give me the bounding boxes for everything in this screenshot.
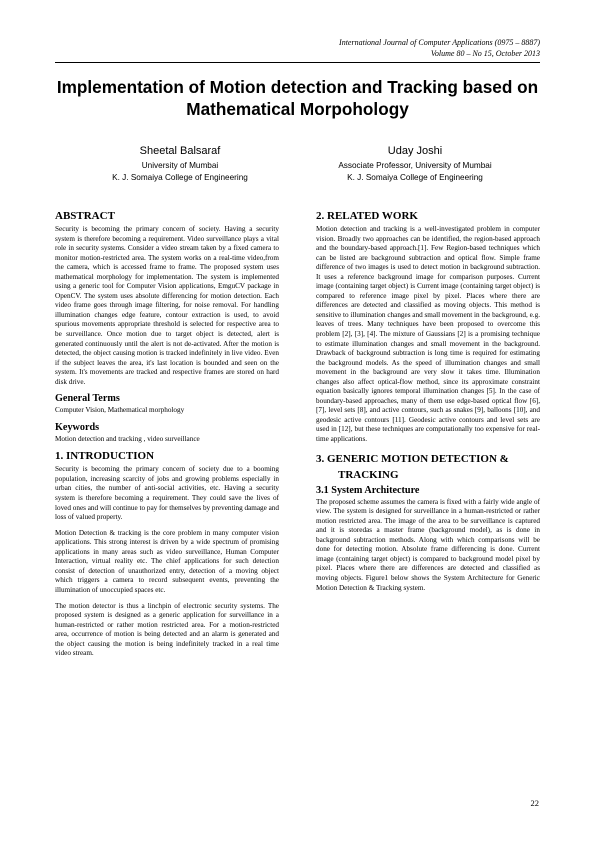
keywords-text: Motion detection and tracking , video surveillance <box>55 434 200 443</box>
page-number: 22 <box>530 798 539 808</box>
paper-title: Implementation of Motion detection and Tracking based on Mathematical Morpohology <box>56 77 539 119</box>
left-column <box>55 210 279 665</box>
journal-name: International Journal of Computer Applications (0975 – 8887) <box>339 38 540 47</box>
right-column <box>316 210 540 599</box>
system-architecture-text: The proposed scheme assumes the camera is fixed with a fairly wide angle of view. The system is designed for surveillance in a human-restricted or rather motion restricted area. The image of the area to be surveillance is captured and it is storedas a master frame (background model), as is done in background subtraction methods. Along with which comparisons will be done for detecting motion. Absolute frame differencing is done. Current image (containing target object) is compared to background model pixel by pixel. Places where there are differences are detected and classified as moving objects. Figure1 below shows the System Architecture for Generic Motion Detection & Tracking system. <box>316 497 540 592</box>
author-name: Uday Joshi <box>387 145 443 157</box>
author-name: Sheetal Balsaraf <box>139 145 221 157</box>
keywords-heading: Keywords <box>55 421 100 433</box>
generic-section-heading: 3. GENERIC MOTION DETECTION & TRACKING <box>316 452 509 481</box>
related-work-heading: 2. RELATED WORK <box>316 210 418 222</box>
header-divider <box>55 62 540 63</box>
abstract-heading: ABSTRACT <box>55 210 115 222</box>
introduction-paragraph-1: Security is becoming the primary concern of society due to a booming population, increasing scarcity of jobs and growing problems especially in urban cities, the number of anti-social activities, etc. Having a security system is therefore becoming a requirement. They could save the lives of loved ones and will continue to pay for themselves by preventing damage and loss of valued property. <box>55 465 279 522</box>
author-college: K. J. Somaiya College of Engineering <box>347 172 483 182</box>
journal-header <box>339 38 540 59</box>
author-block-2 <box>290 144 540 183</box>
introduction-paragraph-3: The motion detector is thus a linchpin of electronic security systems. The proposed system is designed as a generic application for surveillance in a human-restricted or rather motion restricted area. For a motion-restricted area, occurrence of motion is being detected and an alarm is generated and the object causing the motion is being indefinitely tracked in a real time video stream. <box>55 601 279 658</box>
author-college: K. J. Somaiya College of Engineering <box>112 172 248 182</box>
system-architecture-heading: 3.1 System Architecture <box>316 484 420 496</box>
general-terms-heading: General Terms <box>55 393 120 405</box>
abstract-text: Security is becoming the primary concern of society. Having a security system is therefore becoming a requirement. Video surveillance plays a vital role in security systems. Consider a video stream taken by a fixed camera to monitor motion-restricted area. The system works on a real-time video,from the camera, which is accessed frame to frame. The proposed system uses mathematical morphology for implementation. The system is implemented using a generic tool for Computer Vision applications, EmguCV package in OpenCV. The system uses absolute differencing for motion detection. Each video frame goes through image filtering, for noise removal. For handling illumination changes edge feature, contour extraction is used, to avoid spurious movements appropriate threshold is selected for respective area to be surveillance. Once motion due to target object is detected, alert is generated continuously until the alert is not de-activated. After the motion is detected, the object causing motion is tracked indefinitely in live video. Even if the subject leaves the area, it's last location is bounded and seen on the system. It's movements are tracked and respective frames are stored on hard disk drive. <box>55 225 279 386</box>
author-affiliation: Associate Professor, University of Mumbai <box>338 161 492 170</box>
journal-volume: Volume 80 – No 15, October 2013 <box>430 48 540 58</box>
author-block-1 <box>55 144 305 183</box>
related-work-text: Motion detection and tracking is a well-investigated problem in computer vision. Broadly two approaches can be identified, the region-based approach and the boundary-based approach.[1]. Few Region-based techniques which can be listed are background subtraction and optical flow. Simple frame difference of two images is used to detect motion in background subtraction. It uses a reference background image for comparison purposes. Current image (containing target object) is Current image (containing target object) is compared to reference image pixel by pixel. Places where there are differences are detected and classified as moving objects. This method is sensitive to illumination changes and small movement in the background, e.g. leaves of trees. Many techniques have been proposed to overcome this problem [2], [3], [4]. The mixture of Gaussians [2] is a promising technique to estimate illumination changes and small movement in the background. Drawback of background subtraction is long time is required for estimating the background models. As the speed of illumination changes and small movement in the background are very slow it takes time. Illumination changes also affect optical-flow method, since its approximate constraint equation basically ignores temporal illumination changes [5]. In the case of boundary-based approaches, many of them use edge-based optical flow [6], [7], level sets [8], and active contours, such as snakes [9], balloons [10], and geodesic active contours [11]. Geodesic active contours and level sets are used in [12], but these techniques are computationally too expensive for real-time applications. <box>316 225 540 444</box>
introduction-heading: 1. INTRODUCTION <box>55 450 155 463</box>
author-affiliation: University of Mumbai <box>141 161 219 170</box>
introduction-paragraph-2: Motion Detection & tracking is the core problem in many computer vision applications. This strong interest is driven by a wide spectrum of promising applications in many areas such as video surveillance, Human Computer Interaction, virtual reality etc. The chief applications for such detection consist of detection of unauthorized entry, detection of a moving object which triggers a camera to record subsequent events, preventing the illumination of unoccupied spaces etc. <box>55 528 279 594</box>
general-terms-text: Computer Vision, Mathematical morphology <box>55 406 185 415</box>
